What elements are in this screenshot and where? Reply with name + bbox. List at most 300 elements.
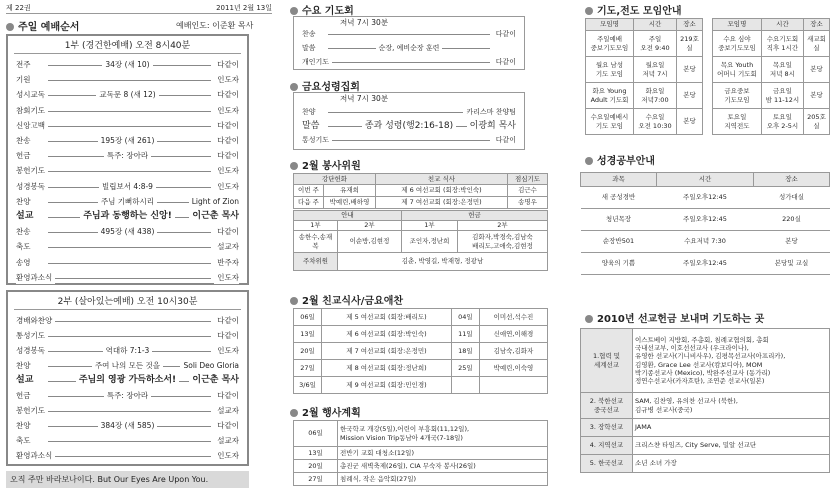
bullet-icon	[6, 23, 14, 31]
order-item	[16, 88, 239, 101]
meetings-head: 장소	[804, 19, 830, 31]
meeting-line	[328, 34, 490, 35]
meetings-head: 시간	[634, 19, 677, 31]
bible-table	[580, 172, 830, 275]
fellowship-cell: 3/6일	[294, 377, 322, 394]
order-row	[16, 104, 239, 117]
missions-section-title: 2010년 선교헌금 보내며 기도하는 곳	[585, 310, 764, 325]
order-item-text: 주여 나의 모든 것을	[92, 361, 163, 370]
fellowship-cell: 13일	[294, 326, 322, 343]
fellowship-cell: 신애연,이해경	[479, 326, 547, 343]
meeting-leader: 다같이	[493, 133, 516, 147]
order-leader: Light of Zion	[189, 195, 239, 208]
order-label: 환영과소식	[16, 271, 55, 284]
fellowship-row	[294, 343, 548, 360]
meetings-table-right	[712, 18, 830, 135]
vol-head-meal: 친교 식사	[376, 174, 508, 185]
order-row	[16, 434, 239, 447]
meetings-table-left	[585, 18, 703, 135]
meeting-label: 말씀	[302, 41, 319, 55]
bullet-icon	[290, 83, 298, 91]
order-leader: 다같이	[214, 419, 239, 432]
meetings-head-row	[586, 19, 703, 31]
fellowship-cell: 27일	[294, 360, 322, 377]
bible-row	[581, 209, 830, 231]
meetings-cell: 수요일 오전 10:30	[634, 109, 677, 135]
order-line	[48, 80, 211, 81]
order-leader: Soli Deo Gloria	[180, 359, 239, 372]
order-line	[48, 456, 211, 457]
order-row	[16, 404, 239, 417]
vol-cell: 박예린,배하영	[324, 197, 376, 209]
order-label: 환영과소식	[16, 449, 55, 462]
meetings-cell: 수요일예배시 기도 모임	[586, 109, 634, 135]
order-leader: 설교자	[214, 240, 239, 253]
order-item	[16, 344, 239, 357]
wednesday-box	[293, 16, 525, 70]
order-leader: 인도자	[214, 271, 239, 284]
order-label: 성시교독	[16, 88, 48, 101]
order-row	[16, 180, 239, 193]
meeting-leader: 다같이	[493, 27, 516, 41]
event-date: 06일	[294, 421, 338, 447]
order-line	[48, 247, 211, 248]
order-label: 헌금	[16, 149, 34, 162]
event-row	[294, 460, 548, 473]
fellowship-cell: 김남숙,김화자	[479, 343, 547, 360]
order-leader: 다같이	[214, 88, 239, 101]
meetings-section-title: 기도,전도 모임안내	[585, 2, 682, 17]
mission-targets: 이스트베이 지방회, 주총회, 침례교협의회, 총회 국내선교부, 이호선선교사 (우크라이나), 유영한 선교사(기니비사우), 김평목선교사(아프리카), 김영환, Grace Lee 선교사(캄보디아), MOM 박기종선교사 (Mexico), 박완주선교사 (동가리) 정연수선교사(카자흐탄), 조연준 선교사(일본)	[633, 329, 830, 393]
order-label: 봉헌기도	[16, 164, 48, 177]
vol-cell: 제 7 여선교회 (회장:은정민)	[376, 197, 508, 209]
meeting-item-text: 순장, 예비순장 훈련	[376, 44, 443, 52]
fellowship-section-title: 2월 친교식사/금요애찬	[290, 292, 403, 307]
vol-cell: 조인자,정난희	[402, 231, 458, 253]
first-service-title: 1부 (경건한예배) 오전 8시40분	[14, 38, 241, 54]
order-row	[16, 58, 239, 71]
meetings-cell: 본당	[804, 83, 830, 109]
order-label: 송영	[16, 256, 34, 269]
order-item-text: 교독문 8 (새 12)	[96, 90, 158, 99]
issue-number: 제 22권	[6, 4, 31, 12]
order-label: 찬양	[16, 195, 34, 208]
mission-row	[581, 393, 830, 419]
order-row	[16, 389, 239, 402]
order-item	[16, 180, 239, 193]
order-line	[48, 278, 211, 279]
order-row	[16, 88, 239, 101]
order-item-text: 주님과 동행하는 신앙!	[80, 211, 175, 221]
meetings-cell: 금요일 밤 11-12시	[761, 83, 803, 109]
order-leader: 다같이	[214, 329, 239, 342]
bullet-icon	[290, 162, 298, 170]
vol-sub: 1부	[294, 221, 338, 231]
fellowship-cell: 이미선,석수진	[479, 309, 547, 326]
meetings-row	[586, 83, 703, 109]
bible-cell: 순장반501	[581, 231, 657, 253]
meeting-leader: 다같이	[493, 55, 516, 69]
vol-cell: 김근수	[508, 185, 548, 197]
order-item	[16, 134, 239, 147]
order-line	[48, 263, 211, 264]
order-leader: 인도자	[214, 344, 239, 357]
vol-head-prayer: 점심기도	[508, 174, 548, 185]
event-date: 13일	[294, 447, 338, 460]
order-item	[16, 389, 239, 402]
wednesday-section-title: 수요 기도회	[290, 2, 354, 17]
meeting-row	[302, 105, 516, 119]
order-leader: 다같이	[214, 134, 239, 147]
order-label: 찬송	[16, 225, 34, 238]
mission-targets: 크리스챤 타임즈, City Serve, 밀알 선교단	[633, 437, 830, 455]
second-service-title: 2부 (살아있는예배) 오전 10시30분	[14, 294, 241, 310]
order-leader: 이근춘 목사	[189, 210, 239, 223]
order-label: 신앙고백	[16, 119, 48, 132]
vol-parking-names: 김춘, 박영길, 박재형, 정광남	[338, 253, 548, 271]
event-row	[294, 447, 548, 460]
mission-category: 1.협력 및 세계선교	[581, 329, 633, 393]
order-leader: 인도자	[214, 104, 239, 117]
bible-row	[581, 231, 830, 253]
meeting-row	[302, 133, 516, 147]
worship-preacher: 예배인도: 이준환 목사	[176, 21, 254, 30]
event-row	[294, 421, 548, 447]
vol-cell: 이순방,김현정	[338, 231, 402, 253]
mission-category: 4. 지역선교	[581, 437, 633, 455]
mission-targets: JAMA	[633, 419, 830, 437]
order-row	[16, 419, 239, 432]
order-label: 축도	[16, 434, 34, 447]
mission-row	[581, 437, 830, 455]
meeting-item-text: 종과 성령(행2:16-18)	[362, 121, 456, 131]
meeting-label: 통성기도	[302, 133, 332, 147]
order-row	[16, 344, 239, 357]
order-leader: 다같이	[214, 58, 239, 71]
order-leader: 이근춘 목사	[189, 374, 239, 387]
fellowship-row	[294, 309, 548, 326]
order-row	[16, 359, 239, 372]
meeting-label: 말씀	[302, 119, 322, 133]
order-line	[48, 336, 211, 337]
bible-cell: 새 공성경반	[581, 187, 657, 209]
order-row	[16, 195, 239, 208]
fellowship-table	[293, 308, 548, 394]
bible-head: 과목	[581, 173, 657, 187]
bible-cell: 본당및 교실	[754, 253, 830, 275]
fellowship-row	[294, 360, 548, 377]
order-label: 축도	[16, 240, 34, 253]
meetings-cell: 토요일 지역전도	[713, 109, 762, 135]
order-label: 참회기도	[16, 104, 48, 117]
meeting-row	[302, 55, 516, 69]
vol-head-offering: 헌금	[402, 211, 548, 221]
meeting-row	[302, 119, 516, 133]
order-line	[48, 111, 211, 112]
meetings-cell: 주일예배 중보기도모임	[586, 31, 634, 57]
vol-head-usher: 안내	[294, 211, 402, 221]
footer-motto: 오직 주만 바라보나이다. But Our Eyes Are Upon You.	[6, 471, 249, 488]
meetings-cell: 본당	[677, 83, 703, 109]
order-item	[16, 419, 239, 432]
fellowship-cell: 20일	[294, 343, 322, 360]
volunteers-table	[293, 173, 548, 209]
order-item	[16, 58, 239, 71]
bible-section-title: 성경공부안내	[585, 152, 655, 167]
bible-cell: 주일오후12:45	[656, 253, 753, 275]
friday-section-title: 금요성령집회	[290, 78, 360, 93]
vol-cell: 이번 주	[294, 185, 324, 197]
order-leader: 다같이	[214, 149, 239, 162]
meetings-head: 시간	[761, 19, 803, 31]
events-section-title: 2월 행사계획	[290, 404, 361, 419]
order-item-text: 역대하 7:1-3	[103, 346, 153, 355]
vol-parking-label: 주차위원	[294, 253, 338, 271]
bullet-icon	[585, 315, 593, 323]
bullet-icon	[290, 409, 298, 417]
meetings-head: 모임명	[586, 19, 634, 31]
order-leader: 인도자	[214, 449, 239, 462]
meetings-cell: 토요일 오후 2-5시	[761, 109, 803, 135]
order-row	[16, 164, 239, 177]
bullet-icon	[290, 7, 298, 15]
meetings-head: 장소	[677, 19, 703, 31]
meetings-cell: 본당	[677, 57, 703, 83]
event-date: 20일	[294, 460, 338, 473]
event-date: 27일	[294, 473, 338, 486]
order-row	[16, 314, 239, 327]
meeting-leader: 이광희 목사	[467, 119, 516, 133]
bible-cell: 수요저녁 7:30	[656, 231, 753, 253]
bible-cell: 양육의 기쁨	[581, 253, 657, 275]
meetings-row	[586, 57, 703, 83]
order-label: 기원	[16, 73, 34, 86]
vol-cell: 다음 주	[294, 197, 324, 209]
missions-table	[580, 328, 830, 473]
volunteers-table-2	[293, 210, 548, 271]
meetings-cell: 주일 오전 9:40	[634, 31, 677, 57]
fellowship-cell: 제 6 여선교회 (회장:박인숙)	[322, 326, 452, 343]
meeting-row	[302, 27, 516, 41]
first-service-box	[6, 34, 249, 285]
order-item-text: 34장 (새 10)	[102, 60, 152, 69]
order-row	[16, 271, 239, 284]
fellowship-row	[294, 377, 548, 394]
order-leader: 다같이	[214, 314, 239, 327]
fellowship-cell: 06일	[294, 309, 322, 326]
vol-sub: 2부	[338, 221, 402, 231]
fellowship-cell: 제 7 여선교회 (회장:은정민)	[322, 343, 452, 360]
vol-cell: 유재희	[324, 185, 376, 197]
order-item-text: 빌립보서 4:8-9	[99, 182, 156, 191]
fellowship-cell	[479, 377, 547, 394]
events-table	[293, 420, 548, 486]
bible-row	[581, 187, 830, 209]
order-row	[16, 134, 239, 147]
meeting-line	[328, 140, 490, 141]
order-item-text: 특주: 장아라	[104, 391, 151, 400]
mission-row	[581, 455, 830, 473]
order-row	[16, 374, 239, 387]
meetings-cell: 목요일 저녁 8시	[761, 57, 803, 83]
order-leader: 설교자	[214, 434, 239, 447]
meeting-label: 개인기도	[302, 55, 332, 69]
event-desc: 총진군 새벽축제(26일), CIA 무숙자 봉사(26일)	[338, 460, 548, 473]
order-line	[48, 321, 211, 322]
order-row	[16, 240, 239, 253]
order-row	[16, 73, 239, 86]
bible-head: 시간	[656, 173, 753, 187]
fellowship-row	[294, 326, 548, 343]
meeting-line	[328, 62, 490, 63]
issue-date: 2011년 2월 13일	[216, 4, 272, 12]
meeting-item	[302, 41, 516, 55]
meeting-label: 찬송	[302, 27, 319, 41]
order-leader: 다같이	[214, 119, 239, 132]
order-row	[16, 225, 239, 238]
wednesday-time: 저녁 7시 30분	[340, 18, 389, 27]
meetings-cell: 금요중보 기도모임	[713, 83, 762, 109]
fellowship-cell	[451, 377, 479, 394]
event-desc: 한국학교 개강(5일),어린이 부흥회(11,12일), Mission Vision Trip동남아 4개국(7-18일)	[338, 421, 548, 447]
vol-cell: 김화자,박경숙,김남숙 배리도,고애숙,김현정	[458, 231, 548, 253]
order-label: 설교	[16, 374, 36, 387]
order-label: 통성기도	[16, 329, 48, 342]
meetings-row	[586, 109, 703, 135]
order-label: 봉헌기도	[16, 404, 48, 417]
vol-sub: 2부	[458, 221, 548, 231]
vol-cell: 송명우	[508, 197, 548, 209]
order-leader: 반주자	[214, 256, 239, 269]
order-line	[48, 441, 211, 442]
order-row	[16, 256, 239, 269]
worship-section-title: 주일 예배순서	[6, 18, 79, 33]
order-label: 설교	[16, 210, 36, 223]
mission-category: 3. 장학선교	[581, 419, 633, 437]
order-line	[48, 411, 211, 412]
meetings-row	[713, 83, 830, 109]
meetings-row	[713, 57, 830, 83]
vol-head-flowers: 강단헌화	[294, 174, 376, 185]
order-label: 성경봉독	[16, 344, 48, 357]
vol-cell: 제 6 여선교회 (회장:박인숙)	[376, 185, 508, 197]
order-item-text: 특주: 장아라	[104, 151, 151, 160]
meetings-cell: 월요일 저녁 7시	[634, 57, 677, 83]
bible-cell: 청년목장	[581, 209, 657, 231]
fellowship-cell: 25일	[451, 360, 479, 377]
order-line	[48, 171, 211, 172]
meetings-cell: 219호실	[677, 31, 703, 57]
bullet-icon	[290, 297, 298, 305]
event-desc: 침례식, 작은 음악회(27일)	[338, 473, 548, 486]
order-label: 찬양	[16, 359, 34, 372]
fellowship-cell: 박예린,이숙영	[479, 360, 547, 377]
meeting-row	[302, 41, 516, 55]
bible-cell: 본당	[754, 231, 830, 253]
friday-box	[293, 92, 525, 150]
vol-sub: 1부	[402, 221, 458, 231]
second-service-box	[6, 290, 249, 466]
mission-category: 5. 한국선교	[581, 455, 633, 473]
fellowship-cell: 제 9 여선교회 (회장:민인경)	[322, 377, 452, 394]
event-desc: 전반기 교회 대청소(12일)	[338, 447, 548, 460]
meeting-leader: 카리스마 찬양팀	[463, 105, 516, 119]
order-leader: 인도자	[214, 180, 239, 193]
bible-head: 장소	[754, 173, 830, 187]
order-label: 헌금	[16, 389, 34, 402]
fellowship-cell: 제 5 여선교회 (회장:배리도)	[322, 309, 452, 326]
order-leader: 설교자	[214, 404, 239, 417]
meetings-row	[713, 31, 830, 57]
mission-targets: 소년 소녀 가장	[633, 455, 830, 473]
volunteers-section-title: 2월 봉사위원	[290, 157, 361, 172]
order-item-text: 주님 기뻐하시리	[98, 197, 157, 206]
meetings-row	[713, 109, 830, 135]
bible-row	[581, 253, 830, 275]
fellowship-cell: 제 8 여선교회 (회장:정난희)	[322, 360, 452, 377]
meetings-cell: 목요 Youth 어머니 기도회	[713, 57, 762, 83]
mission-targets: SAM, 김찬영, 유의찬 선교사 (북한), 김규병 선교사(중국)	[633, 393, 830, 419]
bible-cell: 주일오후12:45	[656, 187, 753, 209]
meeting-label: 찬양	[302, 105, 319, 119]
meetings-head: 모임명	[713, 19, 762, 31]
fellowship-cell: 04일	[451, 309, 479, 326]
order-label: 찬송	[16, 134, 34, 147]
order-row	[16, 149, 239, 162]
vol-cell: 송한수,송재복	[294, 231, 338, 253]
order-leader: 다같이	[214, 389, 239, 402]
bible-head-row	[581, 173, 830, 187]
meetings-cell: 수요 심야 중보기도모임	[713, 31, 762, 57]
order-row	[16, 210, 239, 223]
meetings-cell: 새교회실	[804, 31, 830, 57]
meetings-cell: 월요 남성 기도 모임	[586, 57, 634, 83]
order-item-text: 495장 (새 438)	[98, 227, 158, 236]
order-label: 성경봉독	[16, 180, 48, 193]
event-row	[294, 473, 548, 486]
meetings-cell: 화요 Young Adult 기도회	[586, 83, 634, 109]
order-item-text: 주님의 영광 가득하소서!	[76, 375, 179, 385]
bible-cell: 주일오후12:45	[656, 209, 753, 231]
order-row	[16, 449, 239, 462]
bible-cell: 220실	[754, 209, 830, 231]
order-item	[16, 149, 239, 162]
meetings-cell: 수요기도회 직후 1시간	[761, 31, 803, 57]
order-label: 경배와찬양	[16, 314, 55, 327]
bullet-icon	[585, 157, 593, 165]
order-label: 전주	[16, 58, 34, 71]
fellowship-cell: 11일	[451, 326, 479, 343]
mission-row	[581, 329, 830, 393]
order-item-text: 384장 (새 585)	[98, 421, 158, 430]
mission-row	[581, 419, 830, 437]
page-header	[6, 2, 272, 14]
order-label: 찬양	[16, 419, 34, 432]
order-item-text: 195장 (새 261)	[98, 136, 158, 145]
order-leader: 인도자	[214, 164, 239, 177]
meetings-cell: 205호실	[804, 109, 830, 135]
fellowship-cell: 18일	[451, 343, 479, 360]
order-leader: 인도자	[214, 73, 239, 86]
mission-category: 2. 북한선교 중국선교	[581, 393, 633, 419]
bible-cell: 성가대실	[754, 187, 830, 209]
meetings-cell: 화요일 저녁7:00	[634, 83, 677, 109]
order-row	[16, 329, 239, 342]
order-row	[16, 119, 239, 132]
meetings-row	[586, 31, 703, 57]
bullet-icon	[585, 7, 593, 15]
order-line	[48, 126, 211, 127]
